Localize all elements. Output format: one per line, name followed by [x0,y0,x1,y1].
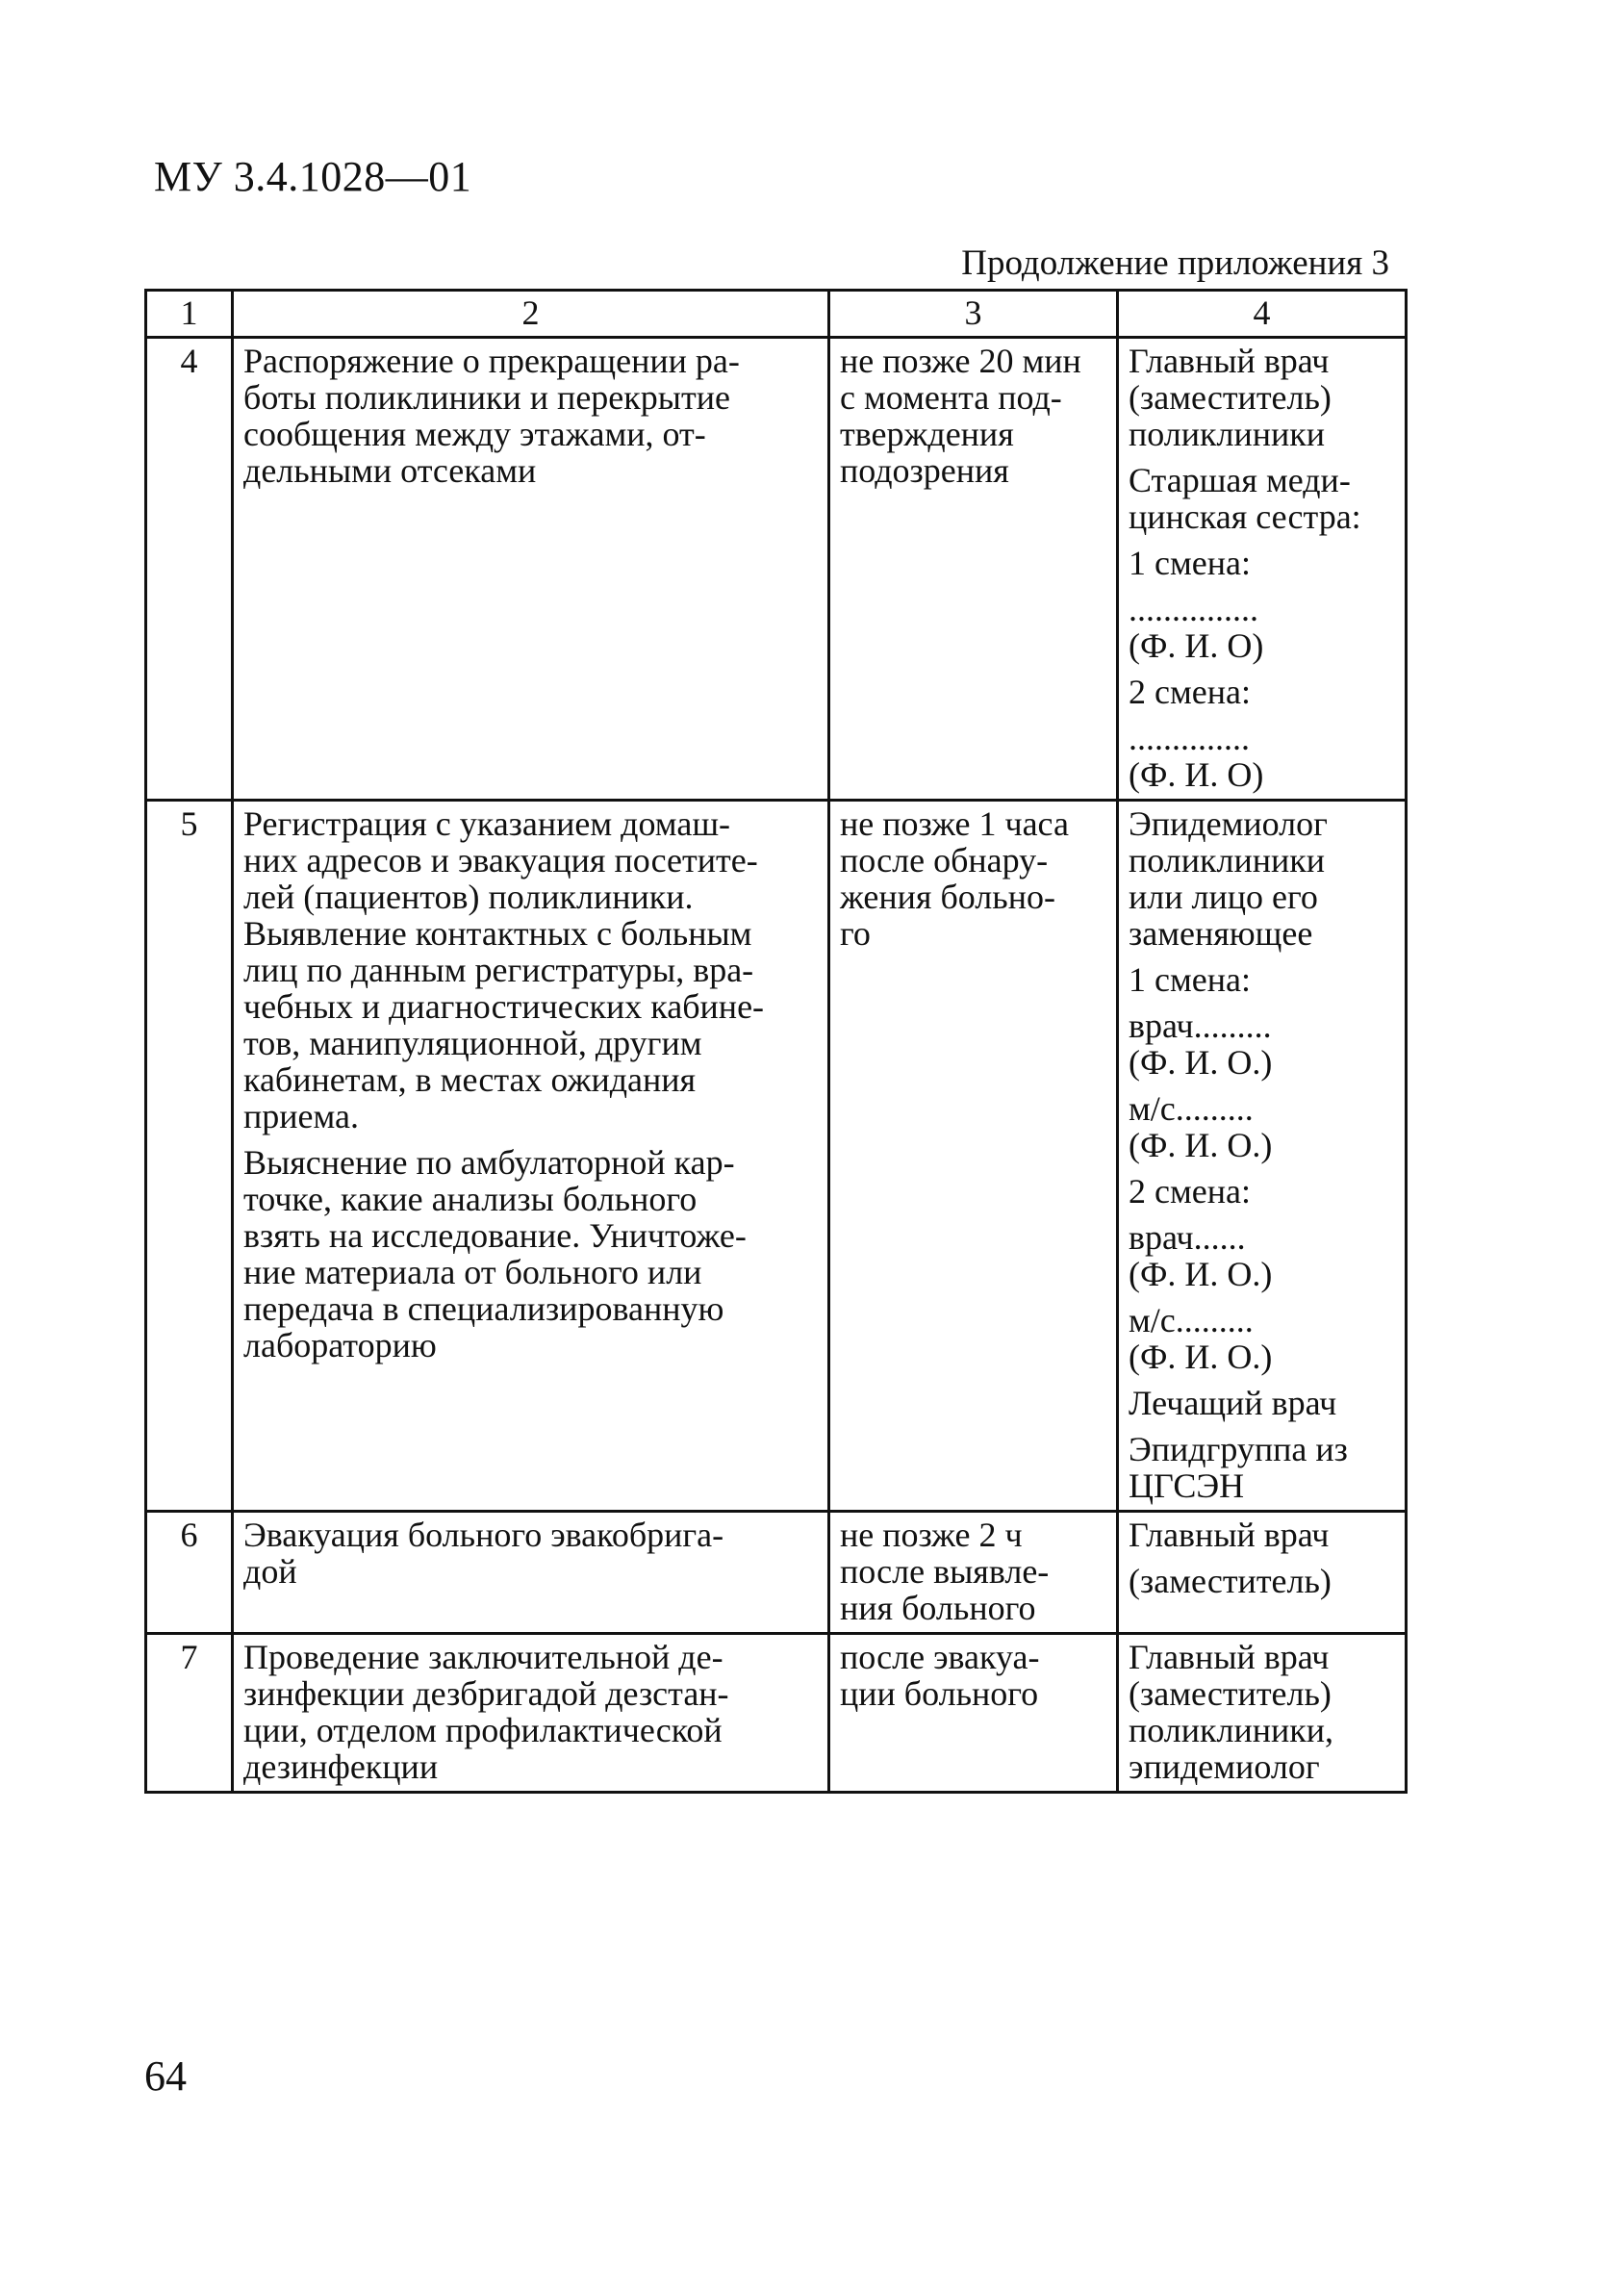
table-row [146,1634,1407,1793]
deadline-cell [829,801,1118,1512]
responsible-line: м/с......... [1129,1089,1254,1128]
responsible-line: Лечащий врач [1129,1384,1337,1422]
responsible-line: 1 смена: [1129,544,1251,582]
responsible-line: (заместитель) [1129,1674,1332,1713]
responsible-cell [1118,1512,1407,1634]
deadline-line: после эвакуа- [840,1638,1040,1676]
action-line: тов, манипуляционной, другим [243,1024,702,1062]
row-number: 5 [146,801,233,1512]
action-line: Регистрация с указанием домаш- [243,804,731,843]
document-code: МУ 3.4.1028—01 [154,153,472,200]
row-number: 6 [146,1512,233,1634]
responsible-line: Эпидгруппа из [1129,1430,1348,1468]
responsible-line: цинская сестра: [1129,497,1361,536]
responsible-line: врач...... [1129,1218,1246,1257]
action-cell [233,338,829,801]
action-line: ние материала от больного или [243,1253,702,1291]
deadline-line: не позже 1 часа [840,804,1069,843]
deadline-cell [829,338,1118,801]
responsible-line: врач......... [1129,1007,1272,1045]
table-row [146,801,1407,1512]
action-line: кабинетам, в местах ожидания [243,1060,697,1099]
responsible-line: заменяющее [1129,914,1313,953]
responsible-line: или лицо его [1129,878,1318,916]
deadline-cell [829,1512,1118,1634]
responsible-line: 2 смена: [1129,1172,1251,1211]
deadline-line: не позже 20 мин [840,342,1081,380]
action-cell [233,1512,829,1634]
responsible-line: .............. [1129,719,1250,757]
action-line: чебных и диагностических кабине- [243,987,765,1026]
deadline-line: го [840,914,871,953]
action-line: Выяснение по амбулаторной кар- [243,1143,735,1182]
responsible-line: (Ф. И. О.) [1129,1126,1273,1164]
responsible-line: (заместитель) [1129,378,1332,417]
responsible-cell [1118,1634,1407,1793]
responsible-line: поликлиники, [1129,1711,1334,1749]
responsible-line: Старшая меди- [1129,461,1351,499]
responsible-line: (Ф. И. О.) [1129,1043,1273,1082]
action-line: ции, отделом профилактической [243,1711,723,1749]
responsible-line: ............... [1129,590,1258,628]
action-line: точке, какие анализы больного [243,1180,698,1218]
page-number: 64 [144,2052,187,2100]
action-cell [233,1634,829,1793]
responsible-line: Главный врач [1129,1516,1330,1554]
deadline-line: тверждения [840,415,1014,453]
action-line: боты поликлиники и перекрытие [243,378,730,417]
responsible-line: поликлиники [1129,841,1326,880]
responsible-line: (Ф. И. О) [1129,626,1264,665]
responsible-line: 2 смена: [1129,673,1251,711]
column-number-row [146,291,1407,338]
action-line: дельными отсеками [243,451,537,490]
responsible-line: м/с......... [1129,1301,1254,1339]
action-line: Распоряжение о прекращении ра- [243,342,740,380]
responsible-line: ЦГСЭН [1129,1466,1245,1505]
responsible-line: (Ф. И. О.) [1129,1338,1273,1376]
action-line: дезинфекции [243,1747,439,1786]
action-line: передача в специализированную [243,1289,724,1328]
action-line: приема. [243,1097,360,1135]
row-number: 7 [146,1634,233,1793]
action-line: них адресов и эвакуация посетите- [243,841,758,880]
responsible-cell [1118,338,1407,801]
responsible-line: (Ф. И. О.) [1129,1255,1273,1293]
column-header-3: 3 [829,291,1118,338]
deadline-line: жения больно- [840,878,1055,916]
column-header-1: 1 [146,291,233,338]
table-row [146,1512,1407,1634]
action-line: сообщения между этажами, от- [243,415,706,453]
action-line: Проведение заключительной де- [243,1638,723,1676]
responsible-line: поликлиники [1129,415,1326,453]
table-body [146,291,1407,1793]
responsible-line: (заместитель) [1129,1562,1332,1600]
deadline-line: ции больного [840,1674,1039,1713]
action-line: зинфекции дезбригадой дезстан- [243,1674,729,1713]
table-row [146,338,1407,801]
deadline-line: с момента под- [840,378,1062,417]
deadline-cell [829,1634,1118,1793]
responsible-line: Главный врач [1129,342,1330,380]
responsible-line: эпидемиолог [1129,1747,1320,1786]
action-line: лиц по данным регистратуры, вра- [243,951,754,989]
responsible-line: 1 смена: [1129,960,1251,999]
deadline-line: не позже 2 ч [840,1516,1023,1554]
responsible-line: (Ф. И. О) [1129,755,1264,794]
action-line: Эвакуация больного эвакобрига- [243,1516,724,1554]
responsible-line: Эпидемиолог [1129,804,1328,843]
action-line: Выявление контактных с больным [243,914,752,953]
deadline-line: после выявле- [840,1552,1050,1591]
column-header-2: 2 [233,291,829,338]
action-line: взять на исследование. Уничтоже- [243,1216,747,1255]
deadline-line: после обнару- [840,841,1049,880]
action-line: лабораторию [243,1326,437,1364]
deadline-line: ния больного [840,1589,1036,1627]
action-cell [233,801,829,1512]
responsible-line: Главный врач [1129,1638,1330,1676]
action-line: лей (пациентов) поликлиники. [243,878,694,916]
responsible-cell [1118,801,1407,1512]
deadline-line: подозрения [840,451,1009,490]
continuation-caption: Продолжение приложения 3 [961,243,1389,283]
row-number: 4 [146,338,233,801]
column-header-4: 4 [1118,291,1407,338]
action-line: дой [243,1552,297,1591]
appendix-table [144,289,1408,1794]
